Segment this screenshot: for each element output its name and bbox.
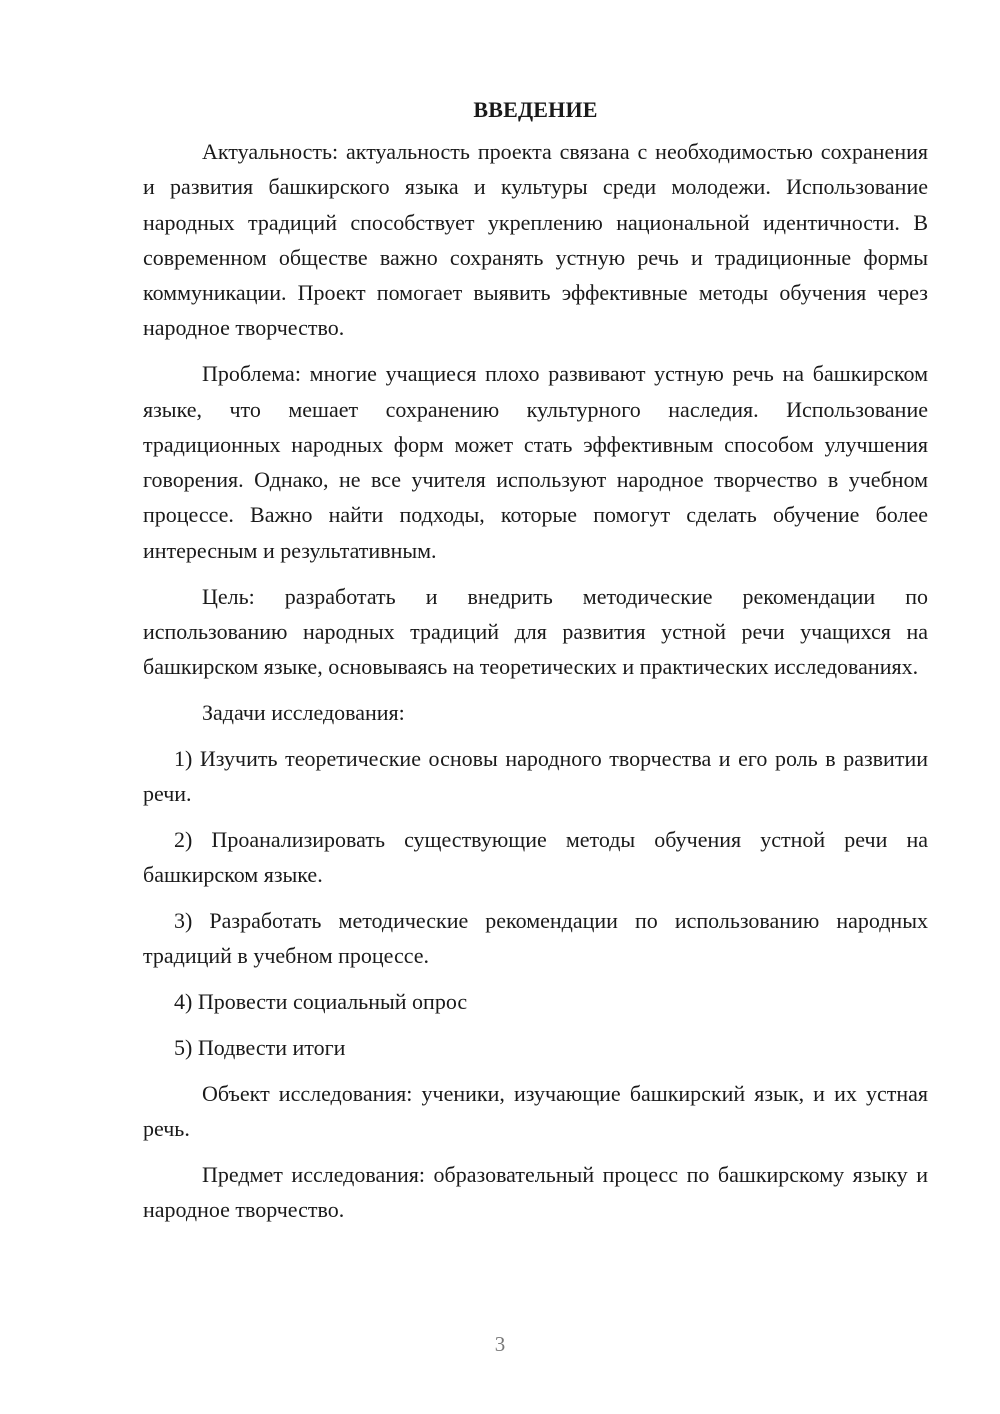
task-item: 1) Изучить теоретические основы народного творчества и его роль в развитии речи. — [143, 745, 928, 807]
subject-paragraph: Предмет исследования: образовательный процесс по башкирскому языку и народное творчество. — [143, 1161, 928, 1223]
document-page — [143, 88, 928, 1238]
task-item: 4) Провести социальный опрос — [174, 989, 468, 1015]
page-title: ВВЕДЕНИЕ — [473, 97, 598, 122]
goal-paragraph: Цель: разработать и внедрить методические рекомендации по использованию народных традиций для развития устной речи учащихся на башкирском языке, основываясь на теоретических и практических исследованиях. — [143, 583, 928, 680]
task-item: 5) Подвести итоги — [174, 1034, 346, 1060]
task-item: 3) Разработать методические рекомендации по использованию народных традиций в учебном процессе. — [143, 907, 928, 969]
tasks-heading: Задачи исследования: — [202, 699, 405, 725]
task-item: 2) Проанализировать существующие методы обучения устной речи на башкирском языке. — [143, 826, 928, 888]
page-number: 3 — [494, 1332, 506, 1356]
object-paragraph: Объект исследования: ученики, изучающие башкирский язык, и их устная речь. — [143, 1080, 928, 1141]
problem-paragraph: Проблема: многие учащиеся плохо развивают устную речь на башкирском языке, что мешает сохранению культурного наследия. Использование традиционных народных форм может стать эффективным способом улучшения говорения. Однако, не все учителя используют народное творчество в учебном процессе. Важно найти подходы, которые помогут сделать обучение более интересным и результативным. — [143, 361, 928, 563]
relevance-paragraph: Актуальность: актуальность проекта связана с необходимостью сохранения и развития башкирского языка и культуры среди молодежи. Использование народных традиций способствует укреплению национальной идентичности. В современном обществе важно сохранять устную речь и традиционные формы коммуникации. Проект помогает выявить эффективные методы обучения через народное творчество. — [143, 139, 928, 341]
